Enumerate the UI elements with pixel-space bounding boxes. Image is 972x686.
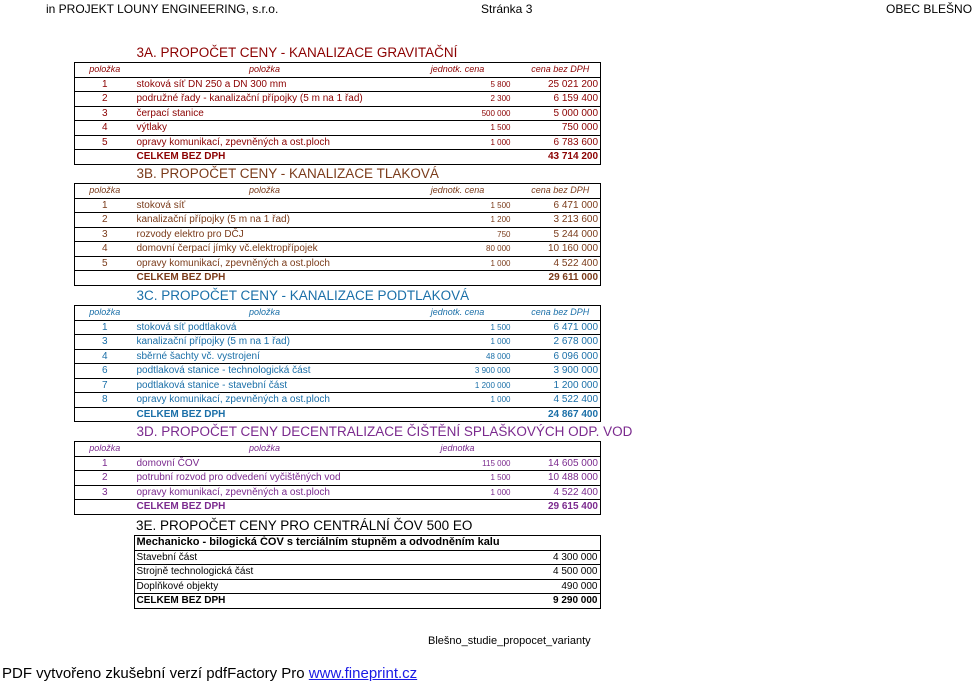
row-unit-price: 500 000 <box>395 106 521 121</box>
total-label: CELKEM BEZ DPH <box>135 500 395 515</box>
row-total: 490 000 <box>520 579 600 594</box>
table-row <box>75 213 601 228</box>
table-row <box>75 227 601 242</box>
row-total: 3 213 600 <box>521 213 601 228</box>
section-title: 3C. PROPOČET CENY - KANALIZACE PODTLAKOVÁ <box>136 288 470 303</box>
row-number: 3 <box>75 227 135 242</box>
section-3e-central-wwtp <box>74 517 600 609</box>
row-total: 6 783 600 <box>521 135 601 150</box>
row-name: Strojně technologická část <box>134 565 434 580</box>
row-total: 4 500 000 <box>520 565 600 580</box>
table-row <box>75 320 601 335</box>
table-row <box>75 106 601 121</box>
total-value: 24 867 400 <box>521 407 601 422</box>
row-total: 25 021 200 <box>521 77 601 92</box>
section-title: 3A. PROPOČET CENY - KANALIZACE GRAVITAČNÍ <box>136 45 458 60</box>
total-value: 43 714 200 <box>521 150 601 165</box>
column-header: položka <box>135 442 395 457</box>
row-unit-price: 3 900 000 <box>395 364 521 379</box>
column-header: položka <box>75 184 135 199</box>
column-header: cena bez DPH <box>521 184 601 199</box>
section-3c-vacuum-sewer <box>74 287 600 422</box>
row-unit-price: 1 500 <box>395 320 521 335</box>
section-3d-decentralized-treatment <box>74 423 633 515</box>
row-name: výtlaky <box>135 121 395 136</box>
row-unit-price: 5 800 <box>395 77 521 92</box>
row-number: 1 <box>75 456 135 471</box>
company-name: in PROJEKT LOUNY ENGINEERING, s.r.o. <box>46 2 279 16</box>
page-number: Stránka 3 <box>481 2 533 16</box>
row-total: 14 605 000 <box>521 456 601 471</box>
row-number: 2 <box>75 471 135 486</box>
row-total: 4 522 400 <box>521 485 601 500</box>
row-name: kanalizační přípojky (5 m na 1 řad) <box>135 213 395 228</box>
table-row <box>75 335 601 350</box>
footer-link[interactable]: www.fineprint.cz <box>308 665 418 682</box>
row-number: 5 <box>75 135 135 150</box>
row-unit-price: 1 000 <box>395 256 521 271</box>
column-header: jednotka <box>395 442 521 457</box>
table-row <box>75 198 601 213</box>
column-header: jednotk. cena <box>395 306 521 321</box>
table-row <box>75 485 601 500</box>
section-title: 3D. PROPOČET CENY DECENTRALIZACE ČIŠTĚNÍ SPLAŠKOVÝCH ODP. VOD <box>136 424 633 439</box>
column-header: cena bez DPH <box>521 63 601 78</box>
file-label: Blešno_studie_propocet_varianty <box>428 635 591 647</box>
row-total: 3 900 000 <box>521 364 601 379</box>
section-subtitle: Mechanicko - bilogická ČOV s terciálním stupněm a odvodněním kalu <box>134 536 600 551</box>
table-row <box>75 349 601 364</box>
table-row <box>75 121 601 136</box>
total-label: CELKEM BEZ DPH <box>135 150 395 165</box>
pdf-footer <box>2 665 417 682</box>
table-row <box>75 242 601 257</box>
row-number: 4 <box>75 242 135 257</box>
row-name: sběrné šachty vč. vystrojení <box>135 349 395 364</box>
column-header: položka <box>135 184 395 199</box>
row-total: 2 678 000 <box>521 335 601 350</box>
row-name: opravy komunikací, zpevněných a ost.ploch <box>135 393 395 408</box>
total-value: 9 290 000 <box>520 594 600 609</box>
table-row <box>75 135 601 150</box>
total-value: 29 615 400 <box>521 500 601 515</box>
table-row <box>75 92 601 107</box>
row-unit-price: 1 500 <box>395 121 521 136</box>
row-name: kanalizační přípojky (5 m na 1 řad) <box>135 335 395 350</box>
footer-text: PDF vytvořeno zkušební verzí pdfFactory Pro <box>2 665 309 682</box>
row-number: 5 <box>75 256 135 271</box>
row-number: 8 <box>75 393 135 408</box>
row-name: stoková síť DN 250 a DN 300 mm <box>135 77 395 92</box>
row-name: podtlaková stanice - stavební část <box>135 378 395 393</box>
row-number: 1 <box>75 198 135 213</box>
row-total: 6 471 000 <box>521 320 601 335</box>
row-number: 1 <box>75 320 135 335</box>
row-number: 1 <box>75 77 135 92</box>
row-unit-price: 80 000 <box>395 242 521 257</box>
row-unit-price: 1 500 <box>395 471 521 486</box>
row-total: 6 471 000 <box>521 198 601 213</box>
row-number: 2 <box>75 92 135 107</box>
row-total: 4 522 400 <box>521 393 601 408</box>
row-name: domovní čerpací jímky vč.elektropřípojek <box>135 242 395 257</box>
client-name: OBEC BLEŠNO <box>886 2 972 16</box>
row-number: 3 <box>75 485 135 500</box>
row-total: 750 000 <box>521 121 601 136</box>
row-name: Stavební část <box>134 550 434 565</box>
table-row <box>75 471 601 486</box>
column-header: položka <box>135 306 395 321</box>
row-total: 6 159 400 <box>521 92 601 107</box>
table-row <box>75 256 601 271</box>
row-name: stoková síť <box>135 198 395 213</box>
row-total: 10 160 000 <box>521 242 601 257</box>
column-header <box>521 442 601 457</box>
row-number: 7 <box>75 378 135 393</box>
row-total: 1 200 000 <box>521 378 601 393</box>
row-total: 10 488 000 <box>521 471 601 486</box>
row-unit-price: 1 200 000 <box>395 378 521 393</box>
table-row <box>75 378 601 393</box>
row-unit-price: 1 000 <box>395 485 521 500</box>
row-name: domovní ČOV <box>135 456 395 471</box>
row-number: 4 <box>75 121 135 136</box>
section-3b-pressure-sewer <box>74 165 600 286</box>
row-number: 3 <box>75 335 135 350</box>
total-label: CELKEM BEZ DPH <box>134 594 434 609</box>
row-total: 5 244 000 <box>521 227 601 242</box>
row-total: 5 000 000 <box>521 106 601 121</box>
row-unit-price: 1 500 <box>395 198 521 213</box>
table-row <box>75 77 601 92</box>
row-number: 4 <box>75 349 135 364</box>
table-row <box>75 393 601 408</box>
row-unit-price: 48 000 <box>395 349 521 364</box>
row-name: opravy komunikací, zpevněných a ost.ploch <box>135 485 395 500</box>
row-total: 4 300 000 <box>520 550 600 565</box>
row-unit-price: 1 000 <box>395 393 521 408</box>
section-title: 3E. PROPOČET CENY PRO CENTRÁLNÍ ČOV 500 EO <box>136 518 473 533</box>
row-number: 2 <box>75 213 135 228</box>
row-unit-price: 2 300 <box>395 92 521 107</box>
row-name: rozvody elektro pro DČJ <box>135 227 395 242</box>
row-total: 4 522 400 <box>521 256 601 271</box>
column-header: položka <box>75 442 135 457</box>
column-header: položka <box>75 63 135 78</box>
section-title: 3B. PROPOČET CENY - KANALIZACE TLAKOVÁ <box>136 166 439 181</box>
row-number: 3 <box>75 106 135 121</box>
column-header: jednotk. cena <box>395 184 521 199</box>
table-row <box>75 364 601 379</box>
row-unit-price: 1 000 <box>395 335 521 350</box>
row-unit-price: 750 <box>395 227 521 242</box>
section-3a-gravity-sewer <box>74 44 600 165</box>
row-total: 6 096 000 <box>521 349 601 364</box>
row-unit-price: 1 200 <box>395 213 521 228</box>
row-name: čerpací stanice <box>135 106 395 121</box>
row-name: opravy komunikací, zpevněných a ost.ploch <box>135 256 395 271</box>
table-row <box>75 456 601 471</box>
column-header: jednotk. cena <box>395 63 521 78</box>
row-name: stoková síť podtlaková <box>135 320 395 335</box>
row-unit-price: 115 000 <box>395 456 521 471</box>
row-number: 6 <box>75 364 135 379</box>
row-name: opravy komunikací, zpevněných a ost.ploch <box>135 135 395 150</box>
row-name: potrubní rozvod pro odvedení vyčištěných vod <box>135 471 395 486</box>
total-label: CELKEM BEZ DPH <box>135 271 395 286</box>
row-name: podtlaková stanice - technologická část <box>135 364 395 379</box>
total-value: 29 611 000 <box>521 271 601 286</box>
column-header: cena bez DPH <box>521 306 601 321</box>
total-label: CELKEM BEZ DPH <box>135 407 395 422</box>
row-name: podružné řady - kanalizační přípojky (5 m na 1 řad) <box>135 92 395 107</box>
column-header: položka <box>75 306 135 321</box>
row-name: Doplňkové objekty <box>134 579 434 594</box>
row-unit-price: 1 000 <box>395 135 521 150</box>
column-header: položka <box>135 63 395 78</box>
